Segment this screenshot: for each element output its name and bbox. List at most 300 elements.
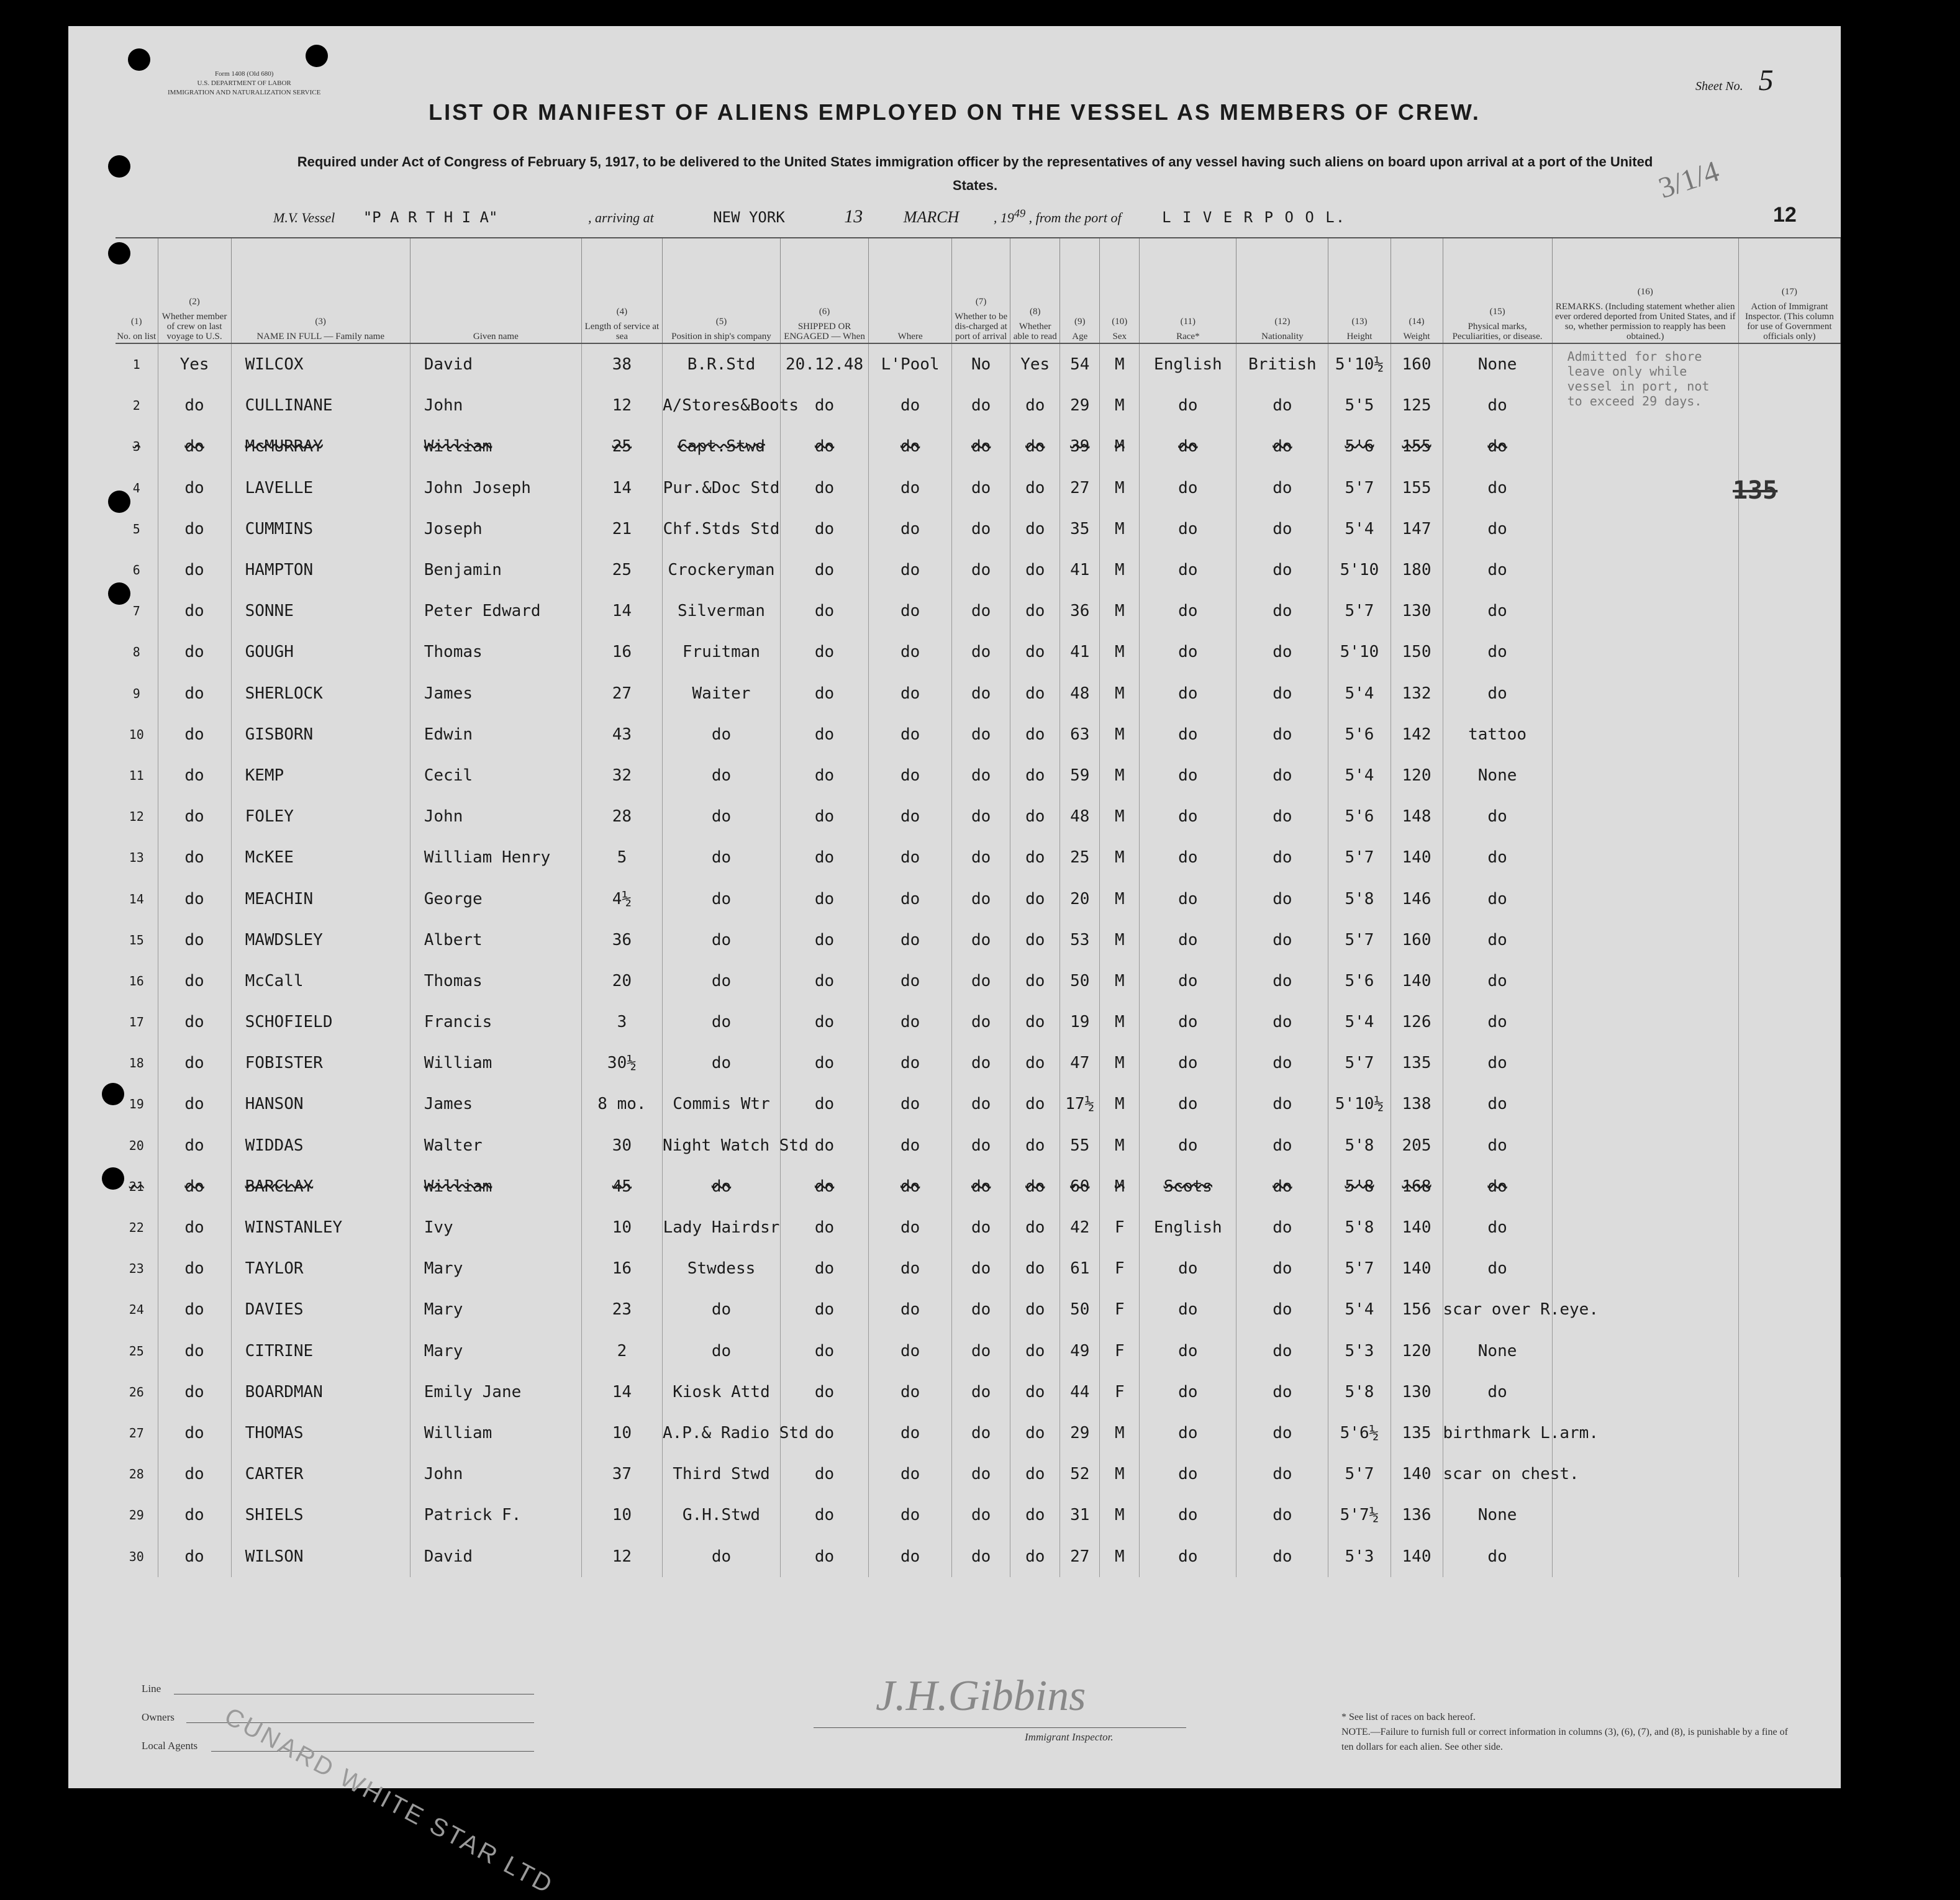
cell-weight: 140 bbox=[1391, 961, 1443, 1002]
cell-prev: do bbox=[158, 509, 231, 550]
cell-family: HAMPTON bbox=[231, 550, 410, 590]
cell-disch: do bbox=[952, 755, 1010, 796]
cell-race: English bbox=[1140, 1207, 1236, 1248]
cell-service: 14 bbox=[581, 468, 662, 509]
cell-service: 30½ bbox=[581, 1043, 662, 1083]
cell-prev: do bbox=[158, 1083, 231, 1124]
column-label: Position in ship's company bbox=[671, 332, 771, 342]
cell-service: 8 mo. bbox=[581, 1083, 662, 1124]
cell-family: TAYLOR bbox=[231, 1248, 410, 1289]
cell-height: 5'10 bbox=[1328, 550, 1391, 590]
cell-no: 2 bbox=[116, 385, 158, 426]
cell-no: 24 bbox=[116, 1289, 158, 1330]
cell-weight: 130 bbox=[1391, 590, 1443, 631]
cell-where: do bbox=[869, 1372, 952, 1413]
inspector-mark: 135 bbox=[1733, 476, 1778, 505]
cell-age: 41 bbox=[1060, 550, 1100, 590]
cell-height: 5'7 bbox=[1328, 837, 1391, 878]
column-header-4 bbox=[410, 238, 581, 343]
cell-family: KEMP bbox=[231, 755, 410, 796]
column-label: Whether member of crew on last voyage to U.S. bbox=[161, 312, 227, 342]
cell-position: Silverman bbox=[662, 590, 780, 631]
column-label: Whether able to read bbox=[1013, 322, 1057, 342]
cell-height: 5'7 bbox=[1328, 920, 1391, 961]
cell-no: 17 bbox=[116, 1002, 158, 1043]
cell-weight: 135 bbox=[1391, 1043, 1443, 1083]
cell-marks: do bbox=[1443, 1043, 1552, 1083]
cell-height: 5'6½ bbox=[1328, 1413, 1391, 1454]
cell-read: Yes bbox=[1010, 343, 1060, 385]
cell-given: George bbox=[410, 878, 581, 919]
cell-when: do bbox=[781, 1331, 869, 1372]
cell-no: 7 bbox=[116, 590, 158, 631]
cell-nat: do bbox=[1236, 426, 1328, 467]
cell-when: do bbox=[781, 796, 869, 837]
cell-no: 28 bbox=[116, 1454, 158, 1495]
cell-nat: do bbox=[1236, 590, 1328, 631]
cell-race: do bbox=[1140, 509, 1236, 550]
column-label: REMARKS. (Including statement whether alien ever ordered deported from United States, and if so, whether permission to reapply has been obtained.) bbox=[1554, 302, 1736, 342]
cell-where: do bbox=[869, 920, 952, 961]
cell-position: A/Stores&Boots bbox=[662, 385, 780, 426]
cell-service: 21 bbox=[581, 509, 662, 550]
cell-height: 5'7 bbox=[1328, 1248, 1391, 1289]
cell-when: do bbox=[781, 1166, 869, 1207]
cell-prev: do bbox=[158, 426, 231, 467]
cell-position: G.H.Stwd bbox=[662, 1495, 780, 1536]
cell-nat: do bbox=[1236, 631, 1328, 672]
cell-age: 48 bbox=[1060, 673, 1100, 714]
cell-weight: 132 bbox=[1391, 673, 1443, 714]
page-title: LIST OR MANIFEST OF ALIENS EMPLOYED ON THE VESSEL AS MEMBERS OF CREW. bbox=[429, 99, 1481, 125]
cell-height: 5'8 bbox=[1328, 878, 1391, 919]
cell-when: do bbox=[781, 1454, 869, 1495]
cell-service: 3 bbox=[581, 1002, 662, 1043]
cell-read: do bbox=[1010, 714, 1060, 755]
cell-where: do bbox=[869, 1083, 952, 1124]
column-number: (6) bbox=[819, 307, 830, 317]
cell-service: 25 bbox=[581, 426, 662, 467]
cell-prev: do bbox=[158, 920, 231, 961]
cell-where: do bbox=[869, 1454, 952, 1495]
cell-weight: 140 bbox=[1391, 1536, 1443, 1577]
cell-age: 52 bbox=[1060, 1454, 1100, 1495]
column-number: (14) bbox=[1409, 317, 1425, 327]
cell-family: CUMMINS bbox=[231, 509, 410, 550]
cell-weight: 140 bbox=[1391, 1207, 1443, 1248]
cell-position: do bbox=[662, 1331, 780, 1372]
cell-no: 27 bbox=[116, 1413, 158, 1454]
cell-race: do bbox=[1140, 1372, 1236, 1413]
vessel-label: M.V. Vessel bbox=[273, 210, 335, 225]
cell-read: do bbox=[1010, 1043, 1060, 1083]
column-header-12 bbox=[1100, 238, 1140, 343]
cell-race: do bbox=[1140, 755, 1236, 796]
cell-where: do bbox=[869, 550, 952, 590]
cell-family: McCall bbox=[231, 961, 410, 1002]
cell-when: do bbox=[781, 1002, 869, 1043]
cell-no: 29 bbox=[116, 1495, 158, 1536]
cell-service: 25 bbox=[581, 550, 662, 590]
cell-sex: M bbox=[1100, 631, 1140, 672]
cell-weight: 120 bbox=[1391, 755, 1443, 796]
cell-nat: do bbox=[1236, 837, 1328, 878]
cell-family: FOBISTER bbox=[231, 1043, 410, 1083]
cell-where: do bbox=[869, 1125, 952, 1166]
cell-family: MEACHIN bbox=[231, 878, 410, 919]
cell-position: do bbox=[662, 1536, 780, 1577]
departure-port: L I V E R P O O L. bbox=[1162, 209, 1346, 226]
cell-height: 5'4 bbox=[1328, 673, 1391, 714]
cell-when: do bbox=[781, 1207, 869, 1248]
column-number: (15) bbox=[1489, 307, 1505, 317]
cell-age: 25 bbox=[1060, 837, 1100, 878]
cell-no: 23 bbox=[116, 1248, 158, 1289]
cell-read: do bbox=[1010, 590, 1060, 631]
cell-read: do bbox=[1010, 426, 1060, 467]
cell-when: do bbox=[781, 1413, 869, 1454]
column-header-13 bbox=[1140, 238, 1236, 343]
cell-age: 59 bbox=[1060, 755, 1100, 796]
cell-marks: do bbox=[1443, 590, 1552, 631]
cell-read: do bbox=[1010, 1083, 1060, 1124]
cell-marks: do bbox=[1443, 1002, 1552, 1043]
cell-nat: do bbox=[1236, 673, 1328, 714]
cell-marks: do bbox=[1443, 920, 1552, 961]
cell-sex: M bbox=[1100, 343, 1140, 385]
cell-race: do bbox=[1140, 1125, 1236, 1166]
cell-given: Benjamin bbox=[410, 550, 581, 590]
cell-weight: 142 bbox=[1391, 714, 1443, 755]
cell-disch: do bbox=[952, 837, 1010, 878]
cell-age: 41 bbox=[1060, 631, 1100, 672]
cell-when: do bbox=[781, 1083, 869, 1124]
cell-family: WINSTANLEY bbox=[231, 1207, 410, 1248]
cell-given: Joseph bbox=[410, 509, 581, 550]
cell-marks: do bbox=[1443, 1083, 1552, 1124]
cell-disch: do bbox=[952, 550, 1010, 590]
cell-sex: F bbox=[1100, 1207, 1140, 1248]
cell-age: 31 bbox=[1060, 1495, 1100, 1536]
cell-position: do bbox=[662, 837, 780, 878]
cell-where: do bbox=[869, 1043, 952, 1083]
cell-weight: 168 bbox=[1391, 1166, 1443, 1207]
cell-sex: M bbox=[1100, 714, 1140, 755]
cell-where: do bbox=[869, 878, 952, 919]
column-number: (12) bbox=[1274, 317, 1291, 327]
cell-service: 14 bbox=[581, 590, 662, 631]
cell-weight: 140 bbox=[1391, 1454, 1443, 1495]
from-port-label: , from the port of bbox=[1028, 210, 1122, 225]
cell-when: do bbox=[781, 673, 869, 714]
cell-disch: do bbox=[952, 961, 1010, 1002]
cell-where: do bbox=[869, 509, 952, 550]
cell-disch: do bbox=[952, 878, 1010, 919]
cell-sex: M bbox=[1100, 1043, 1140, 1083]
cell-nat: do bbox=[1236, 385, 1328, 426]
cell-where: do bbox=[869, 1536, 952, 1577]
cell-nat: do bbox=[1236, 1495, 1328, 1536]
cell-race: do bbox=[1140, 385, 1236, 426]
local-agents-label: Local Agents bbox=[142, 1740, 198, 1752]
cell-position: do bbox=[662, 1166, 780, 1207]
column-label: Race* bbox=[1176, 332, 1200, 342]
column-number: (9) bbox=[1074, 317, 1086, 327]
cell-sex: M bbox=[1100, 878, 1140, 919]
cell-race: do bbox=[1140, 1331, 1236, 1372]
column-number: (13) bbox=[1351, 317, 1368, 327]
cell-sex: M bbox=[1100, 550, 1140, 590]
cell-position: Capt.Stwd bbox=[662, 426, 780, 467]
cell-where: do bbox=[869, 1166, 952, 1207]
cell-sex: M bbox=[1100, 1125, 1140, 1166]
column-header-16 bbox=[1391, 238, 1443, 343]
cell-family: SONNE bbox=[231, 590, 410, 631]
cell-race: do bbox=[1140, 1536, 1236, 1577]
cell-weight: 155 bbox=[1391, 426, 1443, 467]
cell-sex: M bbox=[1100, 426, 1140, 467]
cell-when: do bbox=[781, 961, 869, 1002]
cell-where: do bbox=[869, 961, 952, 1002]
crew-table-container bbox=[116, 237, 1841, 1665]
cell-given: Mary bbox=[410, 1248, 581, 1289]
cell-race: do bbox=[1140, 426, 1236, 467]
cell-service: 43 bbox=[581, 714, 662, 755]
cell-read: do bbox=[1010, 796, 1060, 837]
cell-prev: do bbox=[158, 1454, 231, 1495]
column-header-7 bbox=[781, 238, 869, 343]
cell-given: William bbox=[410, 1166, 581, 1207]
column-label: NAME IN FULL — Family name bbox=[256, 332, 384, 342]
column-number: (1) bbox=[131, 317, 142, 327]
cell-marks: scar on chest. bbox=[1443, 1454, 1552, 1495]
cell-position: A.P.& Radio Std bbox=[662, 1413, 780, 1454]
cell-nat: do bbox=[1236, 1454, 1328, 1495]
cell-no: 16 bbox=[116, 961, 158, 1002]
cell-disch: do bbox=[952, 1454, 1010, 1495]
cell-height: 5'10½ bbox=[1328, 1083, 1391, 1124]
shipping-line-stamp: CUNARD WHITE STAR LTD bbox=[220, 1703, 559, 1900]
cell-height: 5'4 bbox=[1328, 755, 1391, 796]
cell-family: BARCLAY bbox=[231, 1166, 410, 1207]
cell-marks: tattoo bbox=[1443, 714, 1552, 755]
cell-marks: scar over R.eye. bbox=[1443, 1289, 1552, 1330]
cell-disch: do bbox=[952, 1002, 1010, 1043]
crew-rows bbox=[116, 343, 1841, 1577]
cell-where: do bbox=[869, 673, 952, 714]
crew-table bbox=[116, 237, 1841, 1577]
column-label: SHIPPED OR ENGAGED — When bbox=[784, 322, 865, 342]
cell-given: Thomas bbox=[410, 961, 581, 1002]
cell-read: do bbox=[1010, 837, 1060, 878]
cell-disch: do bbox=[952, 509, 1010, 550]
column-number: (16) bbox=[1637, 287, 1653, 297]
cell-age: 49 bbox=[1060, 1331, 1100, 1372]
cell-read: do bbox=[1010, 509, 1060, 550]
cell-read: do bbox=[1010, 550, 1060, 590]
cell-position: do bbox=[662, 961, 780, 1002]
column-number: (8) bbox=[1029, 307, 1041, 317]
cell-nat: do bbox=[1236, 509, 1328, 550]
cell-given: John bbox=[410, 385, 581, 426]
cell-race: do bbox=[1140, 1289, 1236, 1330]
cell-given: David bbox=[410, 343, 581, 385]
cell-no: 3 bbox=[116, 426, 158, 467]
sheet-number-field bbox=[1695, 63, 1774, 97]
cell-sex: F bbox=[1100, 1289, 1140, 1330]
cell-when: do bbox=[781, 1495, 869, 1536]
cell-height: 5'10½ bbox=[1328, 343, 1391, 385]
cell-nat: do bbox=[1236, 1289, 1328, 1330]
column-header-5 bbox=[581, 238, 662, 343]
column-label: Action of Immigrant Inspector. (This column for use of Government officials only) bbox=[1744, 302, 1834, 342]
cell-disch: do bbox=[952, 1083, 1010, 1124]
cell-prev: Yes bbox=[158, 343, 231, 385]
cell-race: do bbox=[1140, 837, 1236, 878]
arrival-day: 13 bbox=[844, 206, 863, 227]
owners-label: Owners bbox=[142, 1711, 175, 1723]
cell-nat: do bbox=[1236, 1536, 1328, 1577]
cell-prev: do bbox=[158, 550, 231, 590]
cell-no: 5 bbox=[116, 509, 158, 550]
column-label: Age bbox=[1072, 332, 1088, 342]
cell-race: do bbox=[1140, 631, 1236, 672]
cell-weight: 160 bbox=[1391, 920, 1443, 961]
cell-where: do bbox=[869, 426, 952, 467]
service-name: IMMIGRATION AND NATURALIZATION SERVICE bbox=[168, 89, 321, 96]
cell-when: do bbox=[781, 920, 869, 961]
cell-race: do bbox=[1140, 673, 1236, 714]
cell-nat: do bbox=[1236, 1166, 1328, 1207]
cell-given: William Henry bbox=[410, 837, 581, 878]
cell-nat: British bbox=[1236, 343, 1328, 385]
cell-height: 5'3 bbox=[1328, 1331, 1391, 1372]
cell-race: do bbox=[1140, 796, 1236, 837]
column-label: Length of service at sea bbox=[584, 322, 660, 342]
cell-prev: do bbox=[158, 714, 231, 755]
cell-marks: do bbox=[1443, 1536, 1552, 1577]
cell-no: 18 bbox=[116, 1043, 158, 1083]
cell-prev: do bbox=[158, 1372, 231, 1413]
cell-no: 15 bbox=[116, 920, 158, 961]
cell-service: 10 bbox=[581, 1495, 662, 1536]
cell-disch: do bbox=[952, 1166, 1010, 1207]
cell-sex: F bbox=[1100, 1372, 1140, 1413]
column-number: (10) bbox=[1112, 317, 1128, 327]
cell-given: Mary bbox=[410, 1331, 581, 1372]
cell-family: MAWDSLEY bbox=[231, 920, 410, 961]
cell-sex: M bbox=[1100, 468, 1140, 509]
cell-prev: do bbox=[158, 590, 231, 631]
cell-marks: do bbox=[1443, 468, 1552, 509]
cell-height: 5'4 bbox=[1328, 1289, 1391, 1330]
cell-marks: do bbox=[1443, 1372, 1552, 1413]
column-number: (5) bbox=[715, 317, 727, 327]
cell-race: do bbox=[1140, 920, 1236, 961]
cell-family: WILCOX bbox=[231, 343, 410, 385]
line-label: Line bbox=[142, 1683, 161, 1694]
cell-position: do bbox=[662, 1289, 780, 1330]
cell-disch: do bbox=[952, 1248, 1010, 1289]
cell-sex: F bbox=[1100, 1248, 1140, 1289]
cell-prev: do bbox=[158, 1002, 231, 1043]
cell-service: 12 bbox=[581, 385, 662, 426]
cell-disch: do bbox=[952, 920, 1010, 961]
cell-marks: birthmark L.arm. bbox=[1443, 1413, 1552, 1454]
inspector-action-cell bbox=[1738, 343, 1840, 1577]
inspector-label: Immigrant Inspector. bbox=[1025, 1731, 1114, 1743]
column-number: (7) bbox=[975, 297, 987, 307]
cell-height: 5'7 bbox=[1328, 1043, 1391, 1083]
column-header-6 bbox=[662, 238, 780, 343]
cell-family: SHIELS bbox=[231, 1495, 410, 1536]
cell-marks: do bbox=[1443, 1248, 1552, 1289]
year-label: , 19 bbox=[993, 210, 1014, 225]
cell-when: do bbox=[781, 385, 869, 426]
cell-position: Waiter bbox=[662, 673, 780, 714]
cell-family: FOLEY bbox=[231, 796, 410, 837]
column-header-2 bbox=[158, 238, 231, 343]
cell-read: do bbox=[1010, 1125, 1060, 1166]
cell-nat: do bbox=[1236, 920, 1328, 961]
cell-weight: 140 bbox=[1391, 1248, 1443, 1289]
cell-age: 44 bbox=[1060, 1372, 1100, 1413]
cell-family: McMURRAY bbox=[231, 426, 410, 467]
cell-when: do bbox=[781, 1125, 869, 1166]
cell-given: William bbox=[410, 1413, 581, 1454]
cell-no: 21 bbox=[116, 1166, 158, 1207]
cell-race: do bbox=[1140, 468, 1236, 509]
cell-when: do bbox=[781, 426, 869, 467]
cell-when: do bbox=[781, 590, 869, 631]
cell-age: 35 bbox=[1060, 509, 1100, 550]
cell-where: do bbox=[869, 714, 952, 755]
cell-service: 14 bbox=[581, 1372, 662, 1413]
cell-height: 5'8 bbox=[1328, 1372, 1391, 1413]
cell-nat: do bbox=[1236, 961, 1328, 1002]
cell-service: 16 bbox=[581, 1248, 662, 1289]
cell-prev: do bbox=[158, 796, 231, 837]
cell-sex: M bbox=[1100, 590, 1140, 631]
cell-disch: do bbox=[952, 631, 1010, 672]
cell-race: do bbox=[1140, 1083, 1236, 1124]
cell-weight: 180 bbox=[1391, 550, 1443, 590]
cell-position: do bbox=[662, 1002, 780, 1043]
cell-age: 50 bbox=[1060, 1289, 1100, 1330]
cell-given: William bbox=[410, 1043, 581, 1083]
cell-given: Walter bbox=[410, 1125, 581, 1166]
cell-when: do bbox=[781, 550, 869, 590]
cell-disch: do bbox=[952, 714, 1010, 755]
cell-disch: do bbox=[952, 1043, 1010, 1083]
cell-weight: 126 bbox=[1391, 1002, 1443, 1043]
cell-prev: do bbox=[158, 961, 231, 1002]
cell-read: do bbox=[1010, 1495, 1060, 1536]
cell-nat: do bbox=[1236, 550, 1328, 590]
cell-disch: do bbox=[952, 385, 1010, 426]
cell-when: do bbox=[781, 1248, 869, 1289]
form-number: Form 1408 (Old 680) bbox=[214, 70, 274, 78]
column-header-3 bbox=[231, 238, 410, 343]
cell-given: John Joseph bbox=[410, 468, 581, 509]
cell-race: do bbox=[1140, 878, 1236, 919]
cell-family: WIDDAS bbox=[231, 1125, 410, 1166]
arrival-month: MARCH bbox=[903, 208, 960, 226]
cell-family: CARTER bbox=[231, 1454, 410, 1495]
cell-race: do bbox=[1140, 1413, 1236, 1454]
manifest-sheet bbox=[68, 26, 1841, 1900]
cell-when: do bbox=[781, 468, 869, 509]
